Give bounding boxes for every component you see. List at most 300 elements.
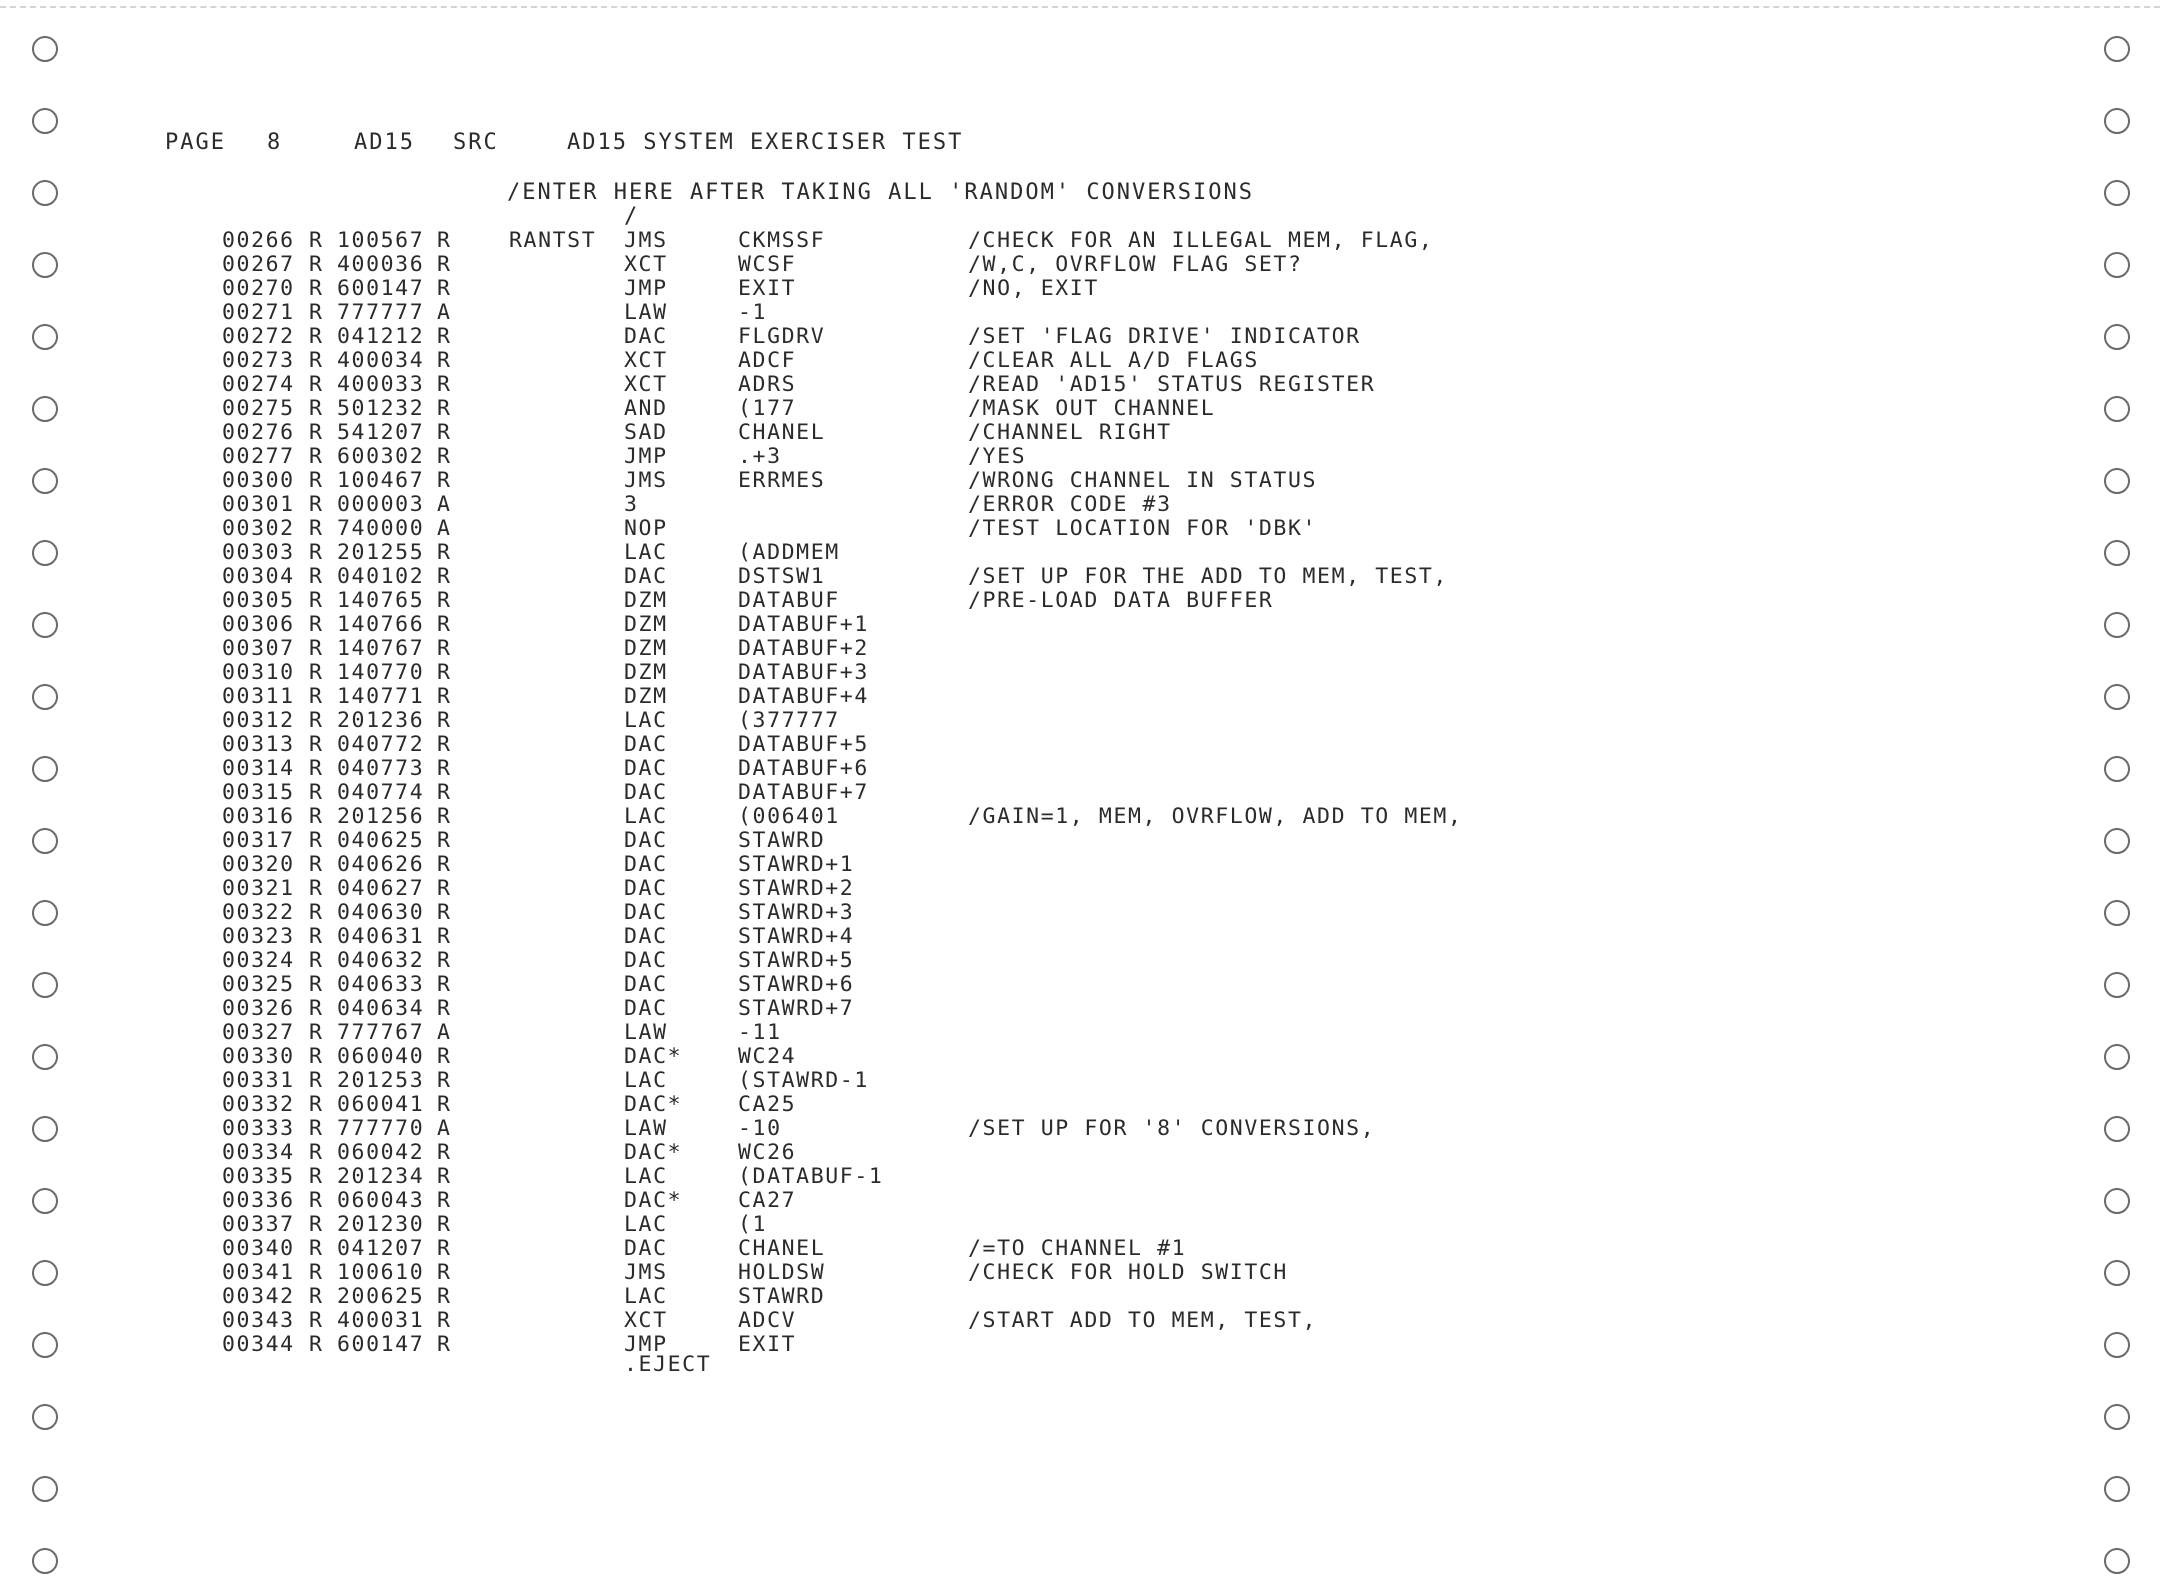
- operand: CKMSSF: [738, 228, 826, 253]
- object-code: 041207: [337, 1236, 425, 1261]
- comment-slash: /: [624, 204, 638, 229]
- opcode: DAC: [624, 996, 668, 1021]
- code-reloc-flag: R: [437, 948, 452, 973]
- address-reloc-flag: R: [309, 708, 324, 733]
- code-reloc-flag: R: [437, 420, 452, 445]
- opcode: NOP: [624, 516, 668, 541]
- line-comment: /MASK OUT CHANNEL: [968, 396, 1216, 421]
- tractor-hole: [32, 1476, 58, 1502]
- address: 00270: [222, 276, 295, 301]
- opcode: LAC: [624, 1284, 668, 1309]
- line-comment: /PRE-LOAD DATA BUFFER: [968, 588, 1274, 613]
- listing-row: [0, 1212, 2160, 1236]
- address-reloc-flag: R: [309, 1068, 324, 1093]
- listing-row: [0, 516, 2160, 540]
- operand: DATABUF+7: [738, 780, 869, 805]
- address-reloc-flag: R: [309, 300, 324, 325]
- page-header: [165, 130, 964, 160]
- address: 00276: [222, 420, 295, 445]
- opcode: DAC*: [624, 1140, 683, 1165]
- code-reloc-flag: R: [437, 1260, 452, 1285]
- address: 00335: [222, 1164, 295, 1189]
- code-reloc-flag: A: [437, 516, 452, 541]
- code-reloc-flag: A: [437, 492, 452, 517]
- opcode: LAW: [624, 1116, 668, 1141]
- code-reloc-flag: R: [437, 396, 452, 421]
- opcode: XCT: [624, 1308, 668, 1333]
- operand: (006401: [738, 804, 840, 829]
- opcode: DAC: [624, 828, 668, 853]
- opcode: LAC: [624, 540, 668, 565]
- address: 00330: [222, 1044, 295, 1069]
- opcode: DAC: [624, 852, 668, 877]
- code-reloc-flag: R: [437, 228, 452, 253]
- address-reloc-flag: R: [309, 1164, 324, 1189]
- object-code: 040632: [337, 948, 425, 973]
- address-reloc-flag: R: [309, 468, 324, 493]
- opcode: LAC: [624, 804, 668, 829]
- address: 00303: [222, 540, 295, 565]
- operand: DATABUF+4: [738, 684, 869, 709]
- address: 00341: [222, 1260, 295, 1285]
- listing-row: [0, 1020, 2160, 1044]
- code-reloc-flag: R: [437, 348, 452, 373]
- line-comment: /W,C, OVRFLOW FLAG SET?: [968, 252, 1303, 277]
- listing-row: [0, 852, 2160, 876]
- address: 00273: [222, 348, 295, 373]
- object-code: 100610: [337, 1260, 425, 1285]
- object-code: 040633: [337, 972, 425, 997]
- object-code: 501232: [337, 396, 425, 421]
- tractor-hole: [32, 36, 58, 62]
- code-reloc-flag: R: [437, 1308, 452, 1333]
- address-reloc-flag: R: [309, 1284, 324, 1309]
- address-reloc-flag: R: [309, 900, 324, 925]
- address: 00304: [222, 564, 295, 589]
- operand: DATABUF+6: [738, 756, 869, 781]
- object-code: 201253: [337, 1068, 425, 1093]
- operand: CHANEL: [738, 1236, 826, 1261]
- address-reloc-flag: R: [309, 828, 324, 853]
- code-reloc-flag: R: [437, 756, 452, 781]
- address: 00302: [222, 516, 295, 541]
- operand: EXIT: [738, 1332, 797, 1357]
- listing-row: [0, 876, 2160, 900]
- listing-row: [0, 444, 2160, 468]
- listing-row: [0, 636, 2160, 660]
- listing-row: [0, 492, 2160, 516]
- object-code: 201230: [337, 1212, 425, 1237]
- listing-row: [0, 756, 2160, 780]
- address: 00313: [222, 732, 295, 757]
- opcode: XCT: [624, 372, 668, 397]
- address-reloc-flag: R: [309, 348, 324, 373]
- operand: CA27: [738, 1188, 797, 1213]
- address: 00327: [222, 1020, 295, 1045]
- code-reloc-flag: R: [437, 804, 452, 829]
- assembly-listing: [0, 228, 2160, 1356]
- address: 00317: [222, 828, 295, 853]
- address-reloc-flag: R: [309, 1308, 324, 1333]
- line-comment: /CLEAR ALL A/D FLAGS: [968, 348, 1259, 373]
- address: 00334: [222, 1140, 295, 1165]
- object-code: 400034: [337, 348, 425, 373]
- code-reloc-flag: R: [437, 372, 452, 397]
- listing-row: [0, 1116, 2160, 1140]
- address-reloc-flag: R: [309, 588, 324, 613]
- address-reloc-flag: R: [309, 732, 324, 757]
- code-reloc-flag: R: [437, 780, 452, 805]
- address: 00331: [222, 1068, 295, 1093]
- object-code: 040634: [337, 996, 425, 1021]
- code-reloc-flag: R: [437, 1212, 452, 1237]
- address: 00332: [222, 1092, 295, 1117]
- listing-row: [0, 1164, 2160, 1188]
- code-reloc-flag: R: [437, 876, 452, 901]
- address-reloc-flag: R: [309, 1020, 324, 1045]
- paper-edge-rule: [0, 6, 2160, 8]
- object-code: 040626: [337, 852, 425, 877]
- address-reloc-flag: R: [309, 876, 324, 901]
- listing-row: [0, 1260, 2160, 1284]
- file-type: SRC: [453, 130, 499, 155]
- line-comment: /READ 'AD15' STATUS REGISTER: [968, 372, 1376, 397]
- operand: STAWRD+3: [738, 900, 855, 925]
- line-comment: /SET UP FOR THE ADD TO MEM, TEST,: [968, 564, 1448, 589]
- listing-row: [0, 252, 2160, 276]
- object-code: 060040: [337, 1044, 425, 1069]
- address-reloc-flag: R: [309, 780, 324, 805]
- address-reloc-flag: R: [309, 1260, 324, 1285]
- opcode: DZM: [624, 588, 668, 613]
- line-comment: /WRONG CHANNEL IN STATUS: [968, 468, 1318, 493]
- listing-row: [0, 1092, 2160, 1116]
- address-reloc-flag: R: [309, 540, 324, 565]
- opcode: DAC: [624, 1236, 668, 1261]
- address-reloc-flag: R: [309, 228, 324, 253]
- opcode: DAC: [624, 972, 668, 997]
- tractor-hole: [2104, 1476, 2130, 1502]
- operand: HOLDSW: [738, 1260, 826, 1285]
- listing-row: [0, 1284, 2160, 1308]
- code-reloc-flag: R: [437, 732, 452, 757]
- listing-row: [0, 228, 2160, 252]
- operand: DSTSW1: [738, 564, 826, 589]
- code-reloc-flag: R: [437, 324, 452, 349]
- address-reloc-flag: R: [309, 684, 324, 709]
- address: 00311: [222, 684, 295, 709]
- listing-row: [0, 972, 2160, 996]
- page-label: PAGE: [165, 130, 226, 155]
- address: 00267: [222, 252, 295, 277]
- address-reloc-flag: R: [309, 372, 324, 397]
- listing-row: [0, 564, 2160, 588]
- address: 00343: [222, 1308, 295, 1333]
- object-code: 060043: [337, 1188, 425, 1213]
- object-code: 777777: [337, 300, 425, 325]
- operand: STAWRD+1: [738, 852, 855, 877]
- listing-row: [0, 1236, 2160, 1260]
- line-comment: /CHECK FOR HOLD SWITCH: [968, 1260, 1288, 1285]
- operand: CA25: [738, 1092, 797, 1117]
- address-reloc-flag: R: [309, 1236, 324, 1261]
- object-code: 400036: [337, 252, 425, 277]
- object-code: 000003: [337, 492, 425, 517]
- tractor-hole: [32, 1404, 58, 1430]
- listing-row: [0, 348, 2160, 372]
- listing-row: [0, 924, 2160, 948]
- object-code: 040773: [337, 756, 425, 781]
- address: 00314: [222, 756, 295, 781]
- address: 00316: [222, 804, 295, 829]
- code-reloc-flag: R: [437, 996, 452, 1021]
- operand: STAWRD: [738, 1284, 826, 1309]
- object-code: 600147: [337, 276, 425, 301]
- listing-row: [0, 1140, 2160, 1164]
- object-code: 040627: [337, 876, 425, 901]
- line-comment: /CHANNEL RIGHT: [968, 420, 1172, 445]
- address-reloc-flag: R: [309, 1092, 324, 1117]
- code-reloc-flag: R: [437, 468, 452, 493]
- address: 00333: [222, 1116, 295, 1141]
- address: 00307: [222, 636, 295, 661]
- operand: STAWRD+4: [738, 924, 855, 949]
- address: 00271: [222, 300, 295, 325]
- opcode: DZM: [624, 660, 668, 685]
- address: 00321: [222, 876, 295, 901]
- address: 00300: [222, 468, 295, 493]
- address: 00274: [222, 372, 295, 397]
- code-reloc-flag: R: [437, 660, 452, 685]
- opcode: JMS: [624, 468, 668, 493]
- operand: -10: [738, 1116, 782, 1141]
- opcode: DAC*: [624, 1188, 683, 1213]
- operand: DATABUF+1: [738, 612, 869, 637]
- code-reloc-flag: R: [437, 564, 452, 589]
- symbol-label: RANTST: [509, 228, 597, 253]
- address: 00306: [222, 612, 295, 637]
- tractor-hole: [2104, 1548, 2130, 1574]
- address: 00301: [222, 492, 295, 517]
- address-reloc-flag: R: [309, 276, 324, 301]
- opcode: DZM: [624, 612, 668, 637]
- object-code: 060042: [337, 1140, 425, 1165]
- tractor-hole: [2104, 36, 2130, 62]
- code-reloc-flag: R: [437, 1068, 452, 1093]
- opcode: LAC: [624, 1164, 668, 1189]
- object-code: 140765: [337, 588, 425, 613]
- address-reloc-flag: R: [309, 516, 324, 541]
- operand: (ADDMEM: [738, 540, 840, 565]
- opcode: LAC: [624, 708, 668, 733]
- code-reloc-flag: R: [437, 1236, 452, 1261]
- address-reloc-flag: R: [309, 660, 324, 685]
- code-reloc-flag: R: [437, 1164, 452, 1189]
- operand: EXIT: [738, 276, 797, 301]
- object-code: 140770: [337, 660, 425, 685]
- operand: STAWRD: [738, 828, 826, 853]
- address-reloc-flag: R: [309, 492, 324, 517]
- object-code: 200625: [337, 1284, 425, 1309]
- address: 00275: [222, 396, 295, 421]
- code-reloc-flag: R: [437, 1140, 452, 1165]
- opcode: JMP: [624, 276, 668, 301]
- opcode: LAC: [624, 1212, 668, 1237]
- listing-row: [0, 540, 2160, 564]
- address: 00325: [222, 972, 295, 997]
- code-reloc-flag: R: [437, 684, 452, 709]
- operand: CHANEL: [738, 420, 826, 445]
- code-reloc-flag: R: [437, 1284, 452, 1309]
- address: 00337: [222, 1212, 295, 1237]
- operand: (DATABUF-1: [738, 1164, 884, 1189]
- object-code: 201236: [337, 708, 425, 733]
- object-code: 777767: [337, 1020, 425, 1045]
- operand: STAWRD+6: [738, 972, 855, 997]
- object-code: 140767: [337, 636, 425, 661]
- code-reloc-flag: R: [437, 612, 452, 637]
- address: 00344: [222, 1332, 295, 1357]
- opcode: DAC*: [624, 1092, 683, 1117]
- address-reloc-flag: R: [309, 1140, 324, 1165]
- opcode: LAW: [624, 1020, 668, 1045]
- opcode: 3: [624, 492, 639, 517]
- line-comment: /START ADD TO MEM, TEST,: [968, 1308, 1318, 1333]
- object-code: 400033: [337, 372, 425, 397]
- object-code: 201234: [337, 1164, 425, 1189]
- object-code: 600302: [337, 444, 425, 469]
- address-reloc-flag: R: [309, 1188, 324, 1213]
- opcode: DAC: [624, 732, 668, 757]
- listing-row: [0, 780, 2160, 804]
- code-reloc-flag: R: [437, 972, 452, 997]
- listing-row: [0, 372, 2160, 396]
- opcode: LAW: [624, 300, 668, 325]
- page-number: 8: [267, 130, 283, 155]
- operand: (1: [738, 1212, 768, 1237]
- document-title: AD15 SYSTEM EXERCISER TEST: [567, 130, 964, 155]
- address-reloc-flag: R: [309, 1212, 324, 1237]
- listing-row: [0, 660, 2160, 684]
- address: 00322: [222, 900, 295, 925]
- listing-row: [0, 588, 2160, 612]
- object-code: 140771: [337, 684, 425, 709]
- address-reloc-flag: R: [309, 444, 324, 469]
- code-reloc-flag: R: [437, 588, 452, 613]
- operand: WC24: [738, 1044, 797, 1069]
- line-comment: /NO, EXIT: [968, 276, 1099, 301]
- operand: DATABUF+3: [738, 660, 869, 685]
- code-reloc-flag: R: [437, 1092, 452, 1117]
- code-reloc-flag: R: [437, 540, 452, 565]
- opcode: DZM: [624, 636, 668, 661]
- line-comment: /GAIN=1, MEM, OVRFLOW, ADD TO MEM,: [968, 804, 1463, 829]
- opcode: DAC*: [624, 1044, 683, 1069]
- eject-directive: .EJECT: [624, 1352, 712, 1377]
- opcode: DAC: [624, 876, 668, 901]
- opcode: JMS: [624, 228, 668, 253]
- opcode: DAC: [624, 324, 668, 349]
- code-reloc-flag: R: [437, 1044, 452, 1069]
- opcode: AND: [624, 396, 668, 421]
- listing-row: [0, 1068, 2160, 1092]
- code-reloc-flag: R: [437, 708, 452, 733]
- opcode: DAC: [624, 780, 668, 805]
- code-reloc-flag: A: [437, 1020, 452, 1045]
- tractor-hole: [32, 1548, 58, 1574]
- address: 00305: [222, 588, 295, 613]
- listing-row: [0, 1188, 2160, 1212]
- address-reloc-flag: R: [309, 852, 324, 877]
- address-reloc-flag: R: [309, 636, 324, 661]
- listing-row: [0, 276, 2160, 300]
- operand: WCSF: [738, 252, 797, 277]
- listing-row: [0, 732, 2160, 756]
- operand: STAWRD+5: [738, 948, 855, 973]
- opcode: JMP: [624, 444, 668, 469]
- object-code: 060041: [337, 1092, 425, 1117]
- listing-row: [0, 612, 2160, 636]
- address: 00277: [222, 444, 295, 469]
- listing-row: [0, 948, 2160, 972]
- line-comment: /SET 'FLAG DRIVE' INDICATOR: [968, 324, 1361, 349]
- operand: ADCF: [738, 348, 797, 373]
- operand: -11: [738, 1020, 782, 1045]
- object-code: 100567: [337, 228, 425, 253]
- section-comment: /ENTER HERE AFTER TAKING ALL 'RANDOM' CONVERSIONS: [507, 180, 1255, 205]
- listing-row: [0, 996, 2160, 1020]
- code-reloc-flag: A: [437, 1116, 452, 1141]
- code-reloc-flag: R: [437, 444, 452, 469]
- object-code: 040774: [337, 780, 425, 805]
- object-code: 201256: [337, 804, 425, 829]
- listing-row: [0, 396, 2160, 420]
- address-reloc-flag: R: [309, 972, 324, 997]
- operand: DATABUF+5: [738, 732, 869, 757]
- operand: DATABUF+2: [738, 636, 869, 661]
- code-reloc-flag: R: [437, 636, 452, 661]
- address-reloc-flag: R: [309, 612, 324, 637]
- object-code: 040625: [337, 828, 425, 853]
- operand: STAWRD+2: [738, 876, 855, 901]
- line-comment: /YES: [968, 444, 1027, 469]
- tractor-hole: [2104, 108, 2130, 134]
- address: 00336: [222, 1188, 295, 1213]
- operand: ERRMES: [738, 468, 826, 493]
- address: 00272: [222, 324, 295, 349]
- operand: ADCV: [738, 1308, 797, 1333]
- object-code: 040102: [337, 564, 425, 589]
- opcode: DAC: [624, 900, 668, 925]
- address-reloc-flag: R: [309, 396, 324, 421]
- tractor-hole: [32, 108, 58, 134]
- code-reloc-flag: R: [437, 924, 452, 949]
- code-reloc-flag: A: [437, 300, 452, 325]
- line-comment: /=TO CHANNEL #1: [968, 1236, 1187, 1261]
- object-code: 040772: [337, 732, 425, 757]
- address: 00312: [222, 708, 295, 733]
- listing-row: [0, 684, 2160, 708]
- line-comment: /CHECK FOR AN ILLEGAL MEM, FLAG,: [968, 228, 1434, 253]
- listing-row: [0, 804, 2160, 828]
- operand: DATABUF: [738, 588, 840, 613]
- opcode: DAC: [624, 948, 668, 973]
- address-reloc-flag: R: [309, 324, 324, 349]
- address: 00326: [222, 996, 295, 1021]
- opcode: DAC: [624, 756, 668, 781]
- object-code: 541207: [337, 420, 425, 445]
- opcode: XCT: [624, 348, 668, 373]
